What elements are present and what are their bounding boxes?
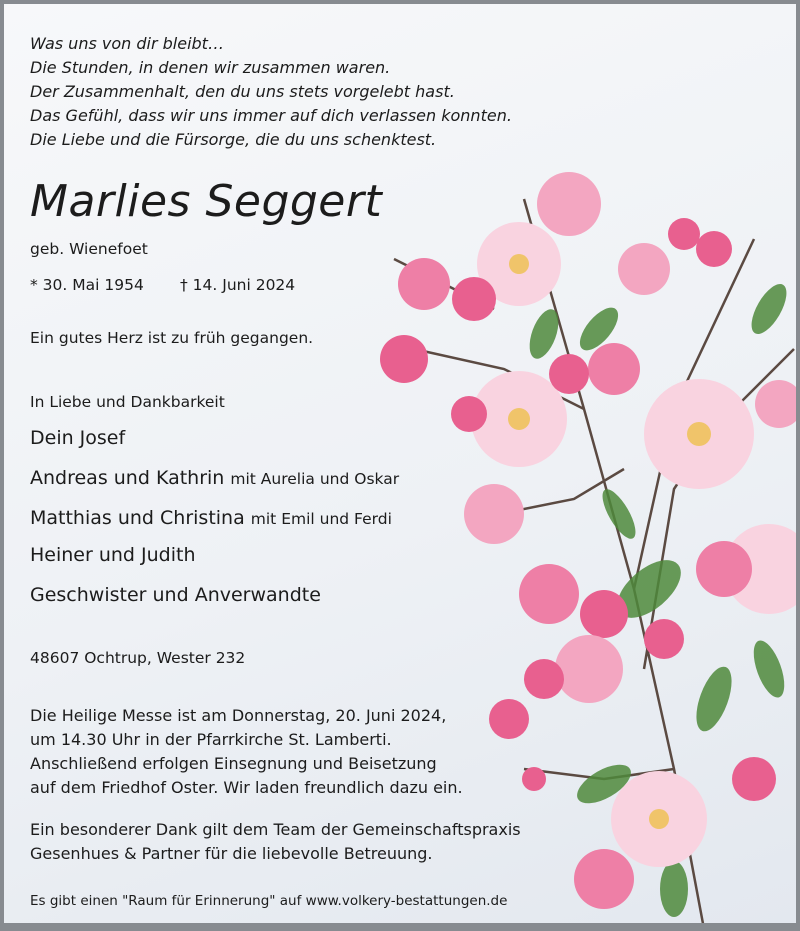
- poem-line: Das Gefühl, dass wir uns immer auf dich verlassen konnten.: [30, 106, 512, 125]
- mourner-line: [30, 427, 125, 449]
- death-date: † 14. Juni 2024: [180, 276, 296, 294]
- mourner-line: [30, 584, 321, 606]
- mourner-line: [30, 507, 392, 529]
- birth-name: geb. Wienefoet: [30, 240, 148, 258]
- mourner-line: [30, 544, 196, 566]
- service-line: Anschließend erfolgen Einsegnung und Beisetzung: [30, 754, 437, 773]
- service-line: auf dem Friedhof Oster. Wir laden freundlich dazu ein.: [30, 778, 463, 797]
- poem-line: Die Liebe und die Fürsorge, die du uns schenktest.: [30, 130, 437, 149]
- poem-line: Die Stunden, in denen wir zusammen waren.: [30, 58, 391, 77]
- mourner-name: Dein Josef: [30, 427, 126, 449]
- poem-line: Was uns von dir bleibt…: [30, 34, 224, 53]
- mourner-line: [30, 467, 399, 489]
- mourners-intro: In Liebe und Dankbarkeit: [30, 393, 225, 411]
- poem: [30, 32, 512, 152]
- deceased-name: Marlies Seggert: [30, 176, 383, 227]
- mourner-name: Geschwister und Anverwandte: [30, 584, 321, 606]
- mourner-children: mit Emil und Ferdi: [250, 510, 392, 528]
- mourner-name: Matthias und Christina: [30, 507, 245, 529]
- mourner-children: mit Aurelia und Oskar: [230, 470, 400, 488]
- thanks-line: Ein besonderer Dank gilt dem Team der Gemeinschaftspraxis: [30, 820, 521, 839]
- address: 48607 Ochtrup, Wester 232: [30, 649, 246, 667]
- service-info: [30, 704, 463, 800]
- thanks: [30, 818, 521, 866]
- motto: Ein gutes Herz ist zu früh gegangen.: [30, 329, 314, 347]
- cherry-blossom-image: [374, 169, 796, 923]
- service-line: um 14.30 Uhr in der Pfarrkirche St. Lamberti.: [30, 730, 392, 749]
- mourner-name: Andreas und Kathrin: [30, 467, 225, 489]
- poem-line: Der Zusammenhalt, den du uns stets vorgelebt hast.: [30, 82, 455, 101]
- mourner-name: Heiner und Judith: [30, 544, 196, 566]
- birth-date: * 30. Mai 1954: [30, 276, 144, 294]
- thanks-line: Gesenhues & Partner für die liebevolle Betreuung.: [30, 844, 433, 863]
- obituary-notice: [4, 4, 796, 923]
- footer-note: Es gibt einen "Raum für Erinnerung" auf www.volkery-bestattungen.de: [30, 893, 508, 909]
- service-line: Die Heilige Messe ist am Donnerstag, 20. Juni 2024,: [30, 706, 447, 725]
